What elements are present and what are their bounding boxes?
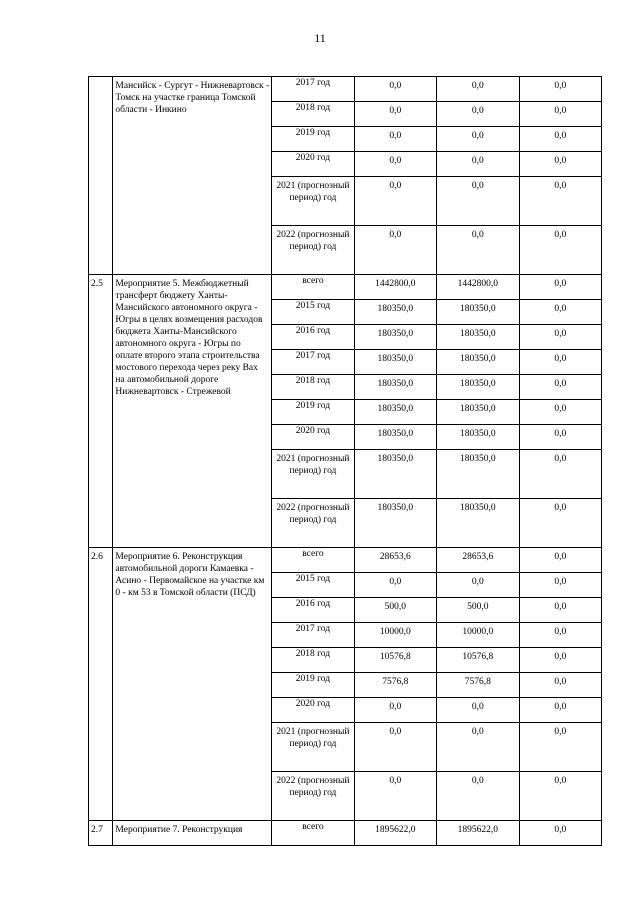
period-cell: всего <box>272 821 354 846</box>
amount-federal-cell: 0,0 <box>437 698 519 723</box>
amount-total-cell: 500,0 <box>354 598 436 623</box>
period-cell: 2021 (прогнозный период) год <box>272 450 354 499</box>
period-cell: 2022 (прогнозный период) год <box>272 772 354 821</box>
item-number: 2.5 <box>89 275 113 548</box>
item-number: 2.6 <box>89 548 113 821</box>
period-cell: 2015 год <box>272 573 354 598</box>
period-cell: 2017 год <box>272 77 354 102</box>
item-description: Мансийск - Сургут - Нижневартовск - Томск на участке граница Томской области - Инкино <box>113 77 272 275</box>
amount-other-cell: 0,0 <box>519 499 601 548</box>
period-cell: 2018 год <box>272 375 354 400</box>
period-cell: 2017 год <box>272 623 354 648</box>
amount-other-cell: 0,0 <box>519 821 601 846</box>
amount-other-cell: 0,0 <box>519 573 601 598</box>
amount-total-cell: 10000,0 <box>354 623 436 648</box>
period-cell: 2020 год <box>272 152 354 177</box>
amount-federal-cell: 0,0 <box>437 77 519 102</box>
amount-total-cell: 0,0 <box>354 177 436 226</box>
amount-other-cell: 0,0 <box>519 673 601 698</box>
amount-total-cell: 1442800,0 <box>354 275 436 300</box>
amount-other-cell: 0,0 <box>519 350 601 375</box>
period-cell: 2018 год <box>272 102 354 127</box>
item-description: Мероприятие 5. Межбюджетный трансферт бюджету Ханты-Мансийского автономного округа - Югры в целях возмещения расходов бюджета Ханты-Мансийского автономного округа - Югры по оплате второго этапа строительства мостового перехода через реку Вах на автомобильной дороге Нижневартовск - Стрежевой <box>113 275 272 548</box>
item-number <box>89 77 113 275</box>
amount-federal-cell: 0,0 <box>437 177 519 226</box>
table-row <box>89 821 602 846</box>
amount-total-cell: 0,0 <box>354 573 436 598</box>
table-row <box>89 77 602 102</box>
amount-other-cell: 0,0 <box>519 325 601 350</box>
amount-federal-cell: 180350,0 <box>437 450 519 499</box>
amount-other-cell: 0,0 <box>519 648 601 673</box>
amount-total-cell: 180350,0 <box>354 499 436 548</box>
amount-other-cell: 0,0 <box>519 102 601 127</box>
amount-other-cell: 0,0 <box>519 77 601 102</box>
period-cell: 2020 год <box>272 425 354 450</box>
item-number: 2.7 <box>89 821 113 846</box>
period-cell: 2015 год <box>272 300 354 325</box>
period-cell: 2021 (прогнозный период) год <box>272 177 354 226</box>
period-cell: 2019 год <box>272 400 354 425</box>
amount-other-cell: 0,0 <box>519 425 601 450</box>
amount-other-cell: 0,0 <box>519 450 601 499</box>
amount-other-cell: 0,0 <box>519 177 601 226</box>
amount-federal-cell: 10000,0 <box>437 623 519 648</box>
amount-total-cell: 0,0 <box>354 152 436 177</box>
amount-total-cell: 7576,8 <box>354 673 436 698</box>
amount-total-cell: 0,0 <box>354 772 436 821</box>
amount-total-cell: 180350,0 <box>354 400 436 425</box>
amount-total-cell: 28653,6 <box>354 548 436 573</box>
amount-federal-cell: 0,0 <box>437 772 519 821</box>
amount-federal-cell: 28653,6 <box>437 548 519 573</box>
amount-other-cell: 0,0 <box>519 772 601 821</box>
period-cell: 2021 (прогнозный период) год <box>272 723 354 772</box>
amount-federal-cell: 180350,0 <box>437 425 519 450</box>
amount-other-cell: 0,0 <box>519 375 601 400</box>
amount-other-cell: 0,0 <box>519 127 601 152</box>
amount-federal-cell: 180350,0 <box>437 325 519 350</box>
amount-total-cell: 180350,0 <box>354 425 436 450</box>
amount-other-cell: 0,0 <box>519 152 601 177</box>
amount-total-cell: 0,0 <box>354 102 436 127</box>
amount-federal-cell: 10576,8 <box>437 648 519 673</box>
period-cell: 2016 год <box>272 325 354 350</box>
budget-table <box>88 76 602 846</box>
period-cell: 2022 (прогнозный период) год <box>272 226 354 275</box>
page-number: 11 <box>314 31 326 45</box>
amount-total-cell: 0,0 <box>354 127 436 152</box>
period-cell: всего <box>272 275 354 300</box>
period-cell: всего <box>272 548 354 573</box>
period-cell: 2018 год <box>272 648 354 673</box>
amount-other-cell: 0,0 <box>519 598 601 623</box>
amount-federal-cell: 500,0 <box>437 598 519 623</box>
amount-federal-cell: 0,0 <box>437 723 519 772</box>
period-cell: 2019 год <box>272 673 354 698</box>
item-description: Мероприятие 6. Реконструкция автомобильной дороги Камаевка - Асино - Первомайское на участке км 0 - км 53 в Томской области (ПСД) <box>113 548 272 821</box>
amount-total-cell: 180350,0 <box>354 450 436 499</box>
amount-federal-cell: 180350,0 <box>437 350 519 375</box>
amount-other-cell: 0,0 <box>519 400 601 425</box>
period-cell: 2016 год <box>272 598 354 623</box>
amount-total-cell: 0,0 <box>354 226 436 275</box>
amount-federal-cell: 0,0 <box>437 226 519 275</box>
amount-other-cell: 0,0 <box>519 723 601 772</box>
table-body <box>89 77 602 846</box>
amount-federal-cell: 180350,0 <box>437 400 519 425</box>
amount-federal-cell: 180350,0 <box>437 375 519 400</box>
amount-total-cell: 180350,0 <box>354 300 436 325</box>
amount-federal-cell: 1442800,0 <box>437 275 519 300</box>
amount-federal-cell: 0,0 <box>437 127 519 152</box>
amount-other-cell: 0,0 <box>519 548 601 573</box>
table-row <box>89 275 602 300</box>
amount-federal-cell: 1895622,0 <box>437 821 519 846</box>
amount-other-cell: 0,0 <box>519 300 601 325</box>
amount-total-cell: 0,0 <box>354 698 436 723</box>
amount-total-cell: 180350,0 <box>354 350 436 375</box>
amount-total-cell: 180350,0 <box>354 325 436 350</box>
item-description: Мероприятие 7. Реконструкция <box>113 821 272 846</box>
amount-other-cell: 0,0 <box>519 226 601 275</box>
amount-federal-cell: 180350,0 <box>437 499 519 548</box>
period-cell: 2020 год <box>272 698 354 723</box>
amount-other-cell: 0,0 <box>519 698 601 723</box>
amount-total-cell: 0,0 <box>354 77 436 102</box>
amount-total-cell: 0,0 <box>354 723 436 772</box>
period-cell: 2022 (прогнозный период) год <box>272 499 354 548</box>
amount-other-cell: 0,0 <box>519 623 601 648</box>
amount-total-cell: 180350,0 <box>354 375 436 400</box>
amount-total-cell: 1895622,0 <box>354 821 436 846</box>
amount-other-cell: 0,0 <box>519 275 601 300</box>
amount-federal-cell: 7576,8 <box>437 673 519 698</box>
table-row <box>89 548 602 573</box>
amount-federal-cell: 0,0 <box>437 573 519 598</box>
amount-federal-cell: 0,0 <box>437 152 519 177</box>
period-cell: 2017 год <box>272 350 354 375</box>
amount-federal-cell: 0,0 <box>437 102 519 127</box>
amount-total-cell: 10576,8 <box>354 648 436 673</box>
amount-federal-cell: 180350,0 <box>437 300 519 325</box>
period-cell: 2019 год <box>272 127 354 152</box>
